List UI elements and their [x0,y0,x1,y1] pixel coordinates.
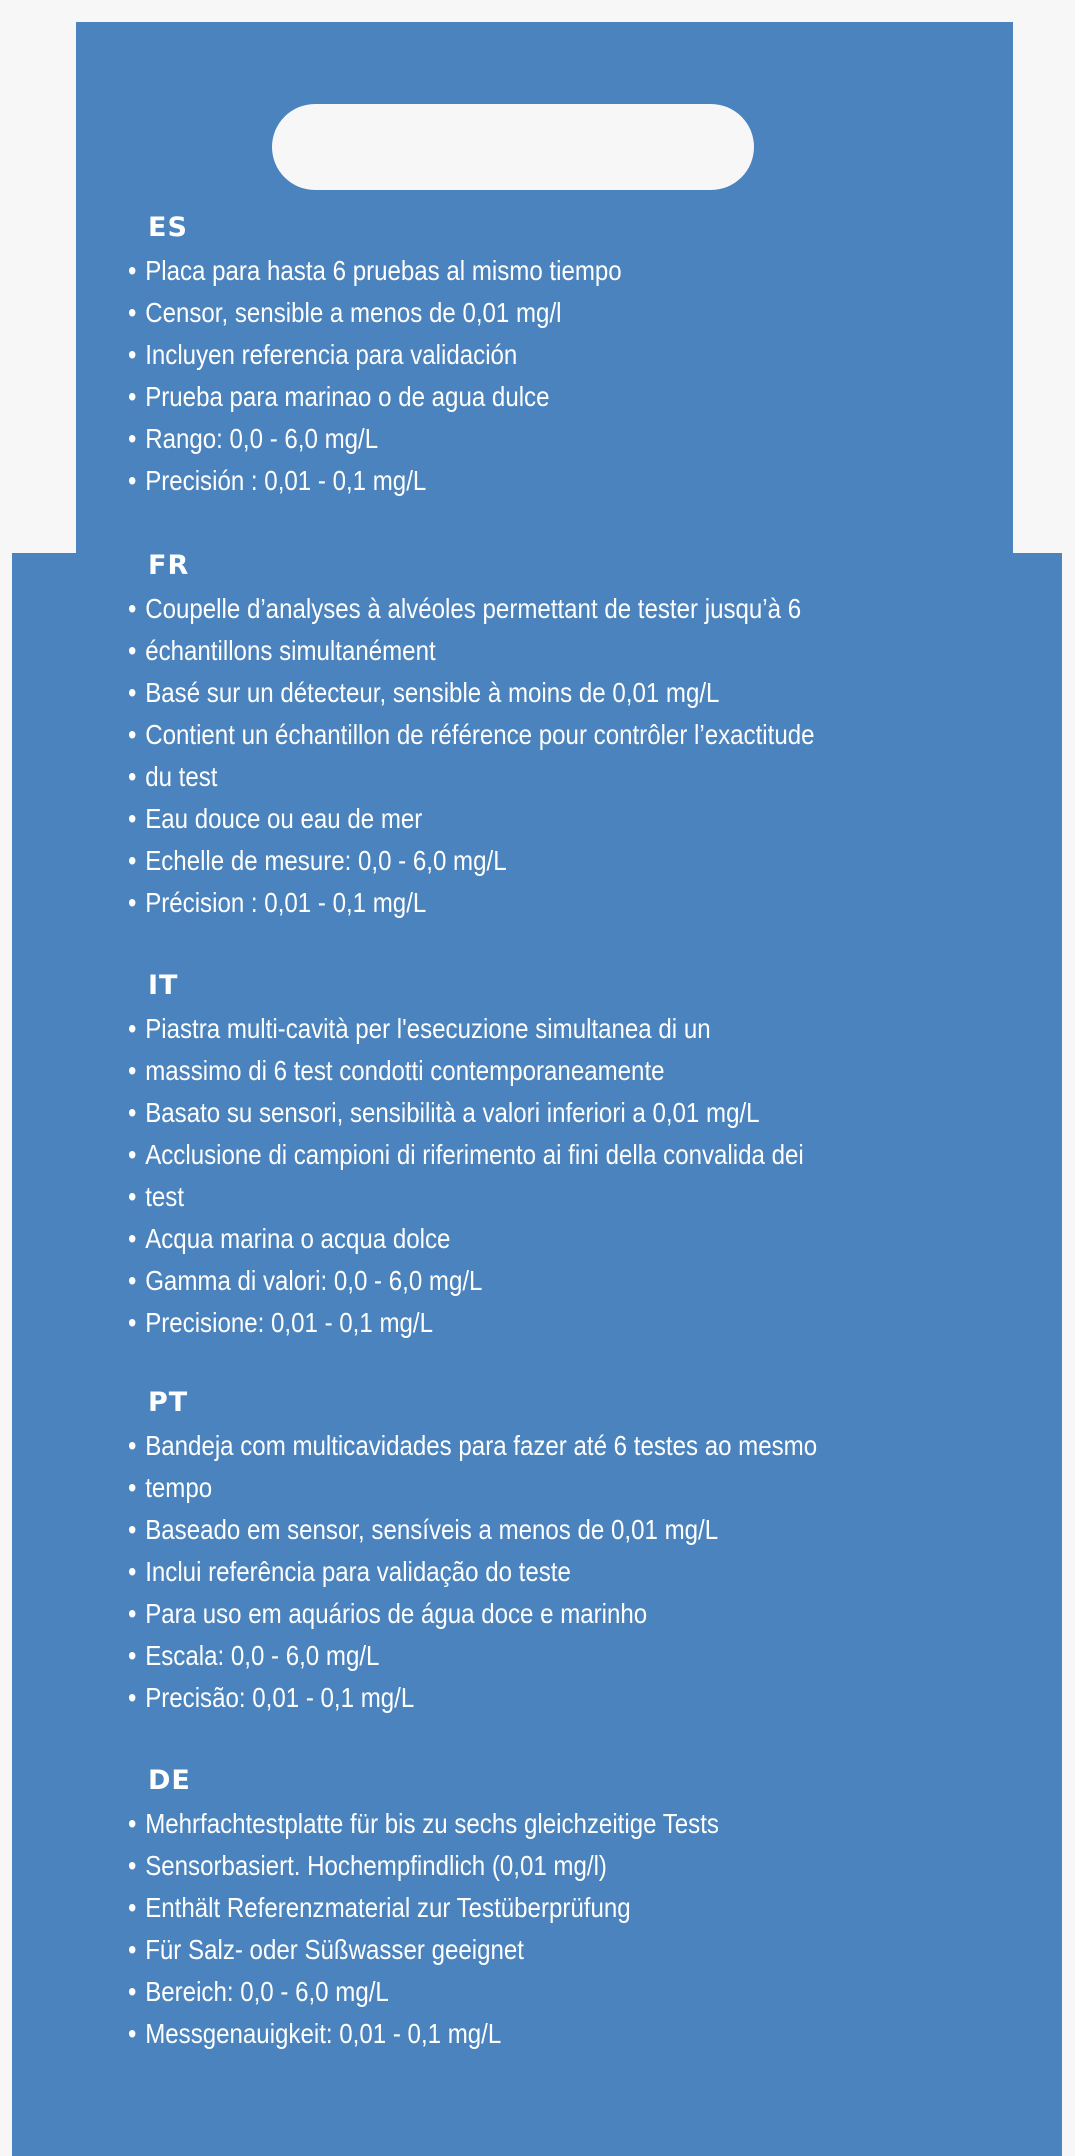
section-pt [128,1385,1008,1719]
language-heading-it: IT [148,970,179,1001]
list-item: • Incluyen referencia para validación [128,334,1005,376]
section-de [128,1763,1008,2055]
list-item: • tempo [128,1467,1005,1509]
list-item: • Bereich: 0,0 - 6,0 mg/L [128,1971,1005,2013]
list-item: • Basato su sensori, sensibilità a valori inferiori a 0,01 mg/L [128,1092,1005,1134]
feature-list-it [128,1008,1008,1344]
list-item: • Enthält Referenzmaterial zur Testüberprüfung [128,1887,1005,1929]
list-item: • Coupelle d’analyses à alvéoles permettant de tester jusqu’à 6 [128,588,1005,630]
feature-list-es [128,250,1008,502]
list-item: • massimo di 6 test condotti contemporaneamente [128,1050,1005,1092]
list-item: • Inclui referência para validação do teste [128,1551,1005,1593]
list-item: • test [128,1176,1005,1218]
list-item: • Escala: 0,0 - 6,0 mg/L [128,1635,1005,1677]
list-item: • du test [128,756,1005,798]
feature-list-pt [128,1425,1008,1719]
language-heading-fr: FR [148,550,190,581]
list-item: • Bandeja com multicavidades para fazer até 6 testes ao mesmo [128,1425,1005,1467]
list-item: • Precisión : 0,01 - 0,1 mg/L [128,460,1005,502]
list-item: • Acclusione di campioni di riferimento ai fini della convalida dei [128,1134,1005,1176]
list-item: • Echelle de mesure: 0,0 - 6,0 mg/L [128,840,1005,882]
list-item: • Baseado em sensor, sensíveis a menos de 0,01 mg/L [128,1509,1005,1551]
list-item: • Basé sur un détecteur, sensible à moins de 0,01 mg/L [128,672,1005,714]
language-heading-pt: PT [148,1387,189,1418]
list-item: • Precisione: 0,01 - 0,1 mg/L [128,1302,1005,1344]
list-item: • Gamma di valori: 0,0 - 6,0 mg/L [128,1260,1005,1302]
section-fr [128,548,1008,924]
language-heading-de: DE [148,1765,191,1796]
list-item: • Precisão: 0,01 - 0,1 mg/L [128,1677,1005,1719]
list-item: • Placa para hasta 6 pruebas al mismo tiempo [128,250,1005,292]
list-item: • Mehrfachtestplatte für bis zu sechs gleichzeitige Tests [128,1803,1005,1845]
list-item: • Censor, sensible a menos de 0,01 mg/l [128,292,1005,334]
list-item: • Messgenauigkeit: 0,01 - 0,1 mg/L [128,2013,1005,2055]
hang-hole [272,104,754,190]
section-es [128,210,1008,502]
list-item: • Prueba para marinao o de agua dulce [128,376,1005,418]
list-item: • échantillons simultanément [128,630,1005,672]
list-item: • Für Salz- oder Süßwasser geeignet [128,1929,1005,1971]
list-item: • Para uso em aquários de água doce e marinho [128,1593,1005,1635]
list-item: • Piastra multi-cavità per l'esecuzione simultanea di un [128,1008,1005,1050]
list-item: • Sensorbasiert. Hochempfindlich (0,01 mg/l) [128,1845,1005,1887]
list-item: • Eau douce ou eau de mer [128,798,1005,840]
language-heading-es: ES [148,212,188,243]
feature-list-fr [128,588,1008,924]
feature-list-de [128,1803,1008,2055]
list-item: • Acqua marina o acqua dolce [128,1218,1005,1260]
list-item: • Précision : 0,01 - 0,1 mg/L [128,882,1005,924]
list-item: • Rango: 0,0 - 6,0 mg/L [128,418,1005,460]
list-item: • Contient un échantillon de référence pour contrôler l’exactitude [128,714,1005,756]
section-it [128,968,1008,1344]
